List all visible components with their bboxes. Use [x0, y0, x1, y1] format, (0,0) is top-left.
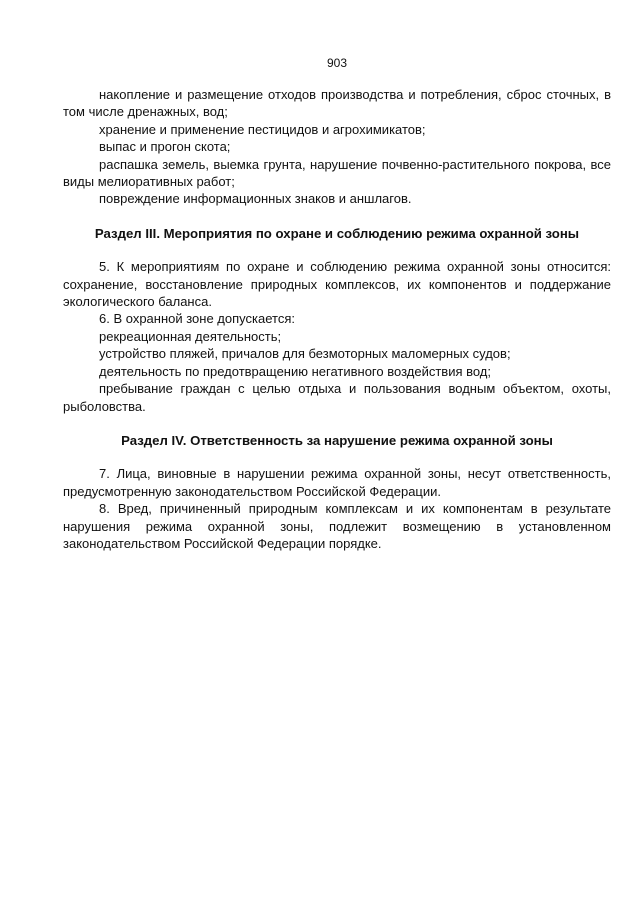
paragraph: распашка земель, выемка грунта, нарушение почвенно-растительного покрова, все виды мелиоративных работ; [63, 156, 611, 190]
paragraph: рекреационная деятельность; [99, 328, 282, 344]
paragraph: выпас и прогон скота; [99, 139, 231, 155]
paragraph: накопление и размещение отходов производства и потребления, сброс сточных, в том числе дренажных, вод; [63, 87, 611, 120]
paragraph: 6. В охранной зоне допускается: [99, 311, 295, 327]
document-body [63, 86, 611, 552]
paragraph: пребывание граждан с целью отдыха и пользования водным объектом, охоты, рыболовства. [63, 381, 611, 414]
paragraph: 5. К мероприятиям по охране и соблюдению режима охранной зоны относится: сохранение, восстановление природных комплексов, их компонентов и поддержание экологического баланса. [63, 259, 611, 310]
paragraph: устройство пляжей, причалов для безмоторных маломерных судов; [99, 346, 511, 362]
paragraph: деятельность по предотвращению негативного воздействия вод; [99, 363, 492, 379]
page-number: 903 [326, 56, 348, 70]
section-heading-3: Раздел III. Мероприятия по охране и соблюдению режима охранной зоны [94, 225, 580, 241]
paragraph: повреждение информационных знаков и аншлагов. [99, 191, 412, 207]
paragraph: 7. Лица, виновные в нарушении режима охранной зоны, несут ответственность, предусмотренную законодательством Российской Федерации. [63, 466, 611, 499]
paragraph: хранение и применение пестицидов и агрохимикатов; [99, 121, 426, 137]
section-heading-4: Раздел IV. Ответственность за нарушение режима охранной зоны [121, 432, 553, 448]
paragraph: 8. Вред, причиненный природным комплексам и их компонентам в результате нарушения режима охранной зоны, подлежит возмещению в установленном законодательством Российской Федерации порядке. [63, 501, 611, 551]
